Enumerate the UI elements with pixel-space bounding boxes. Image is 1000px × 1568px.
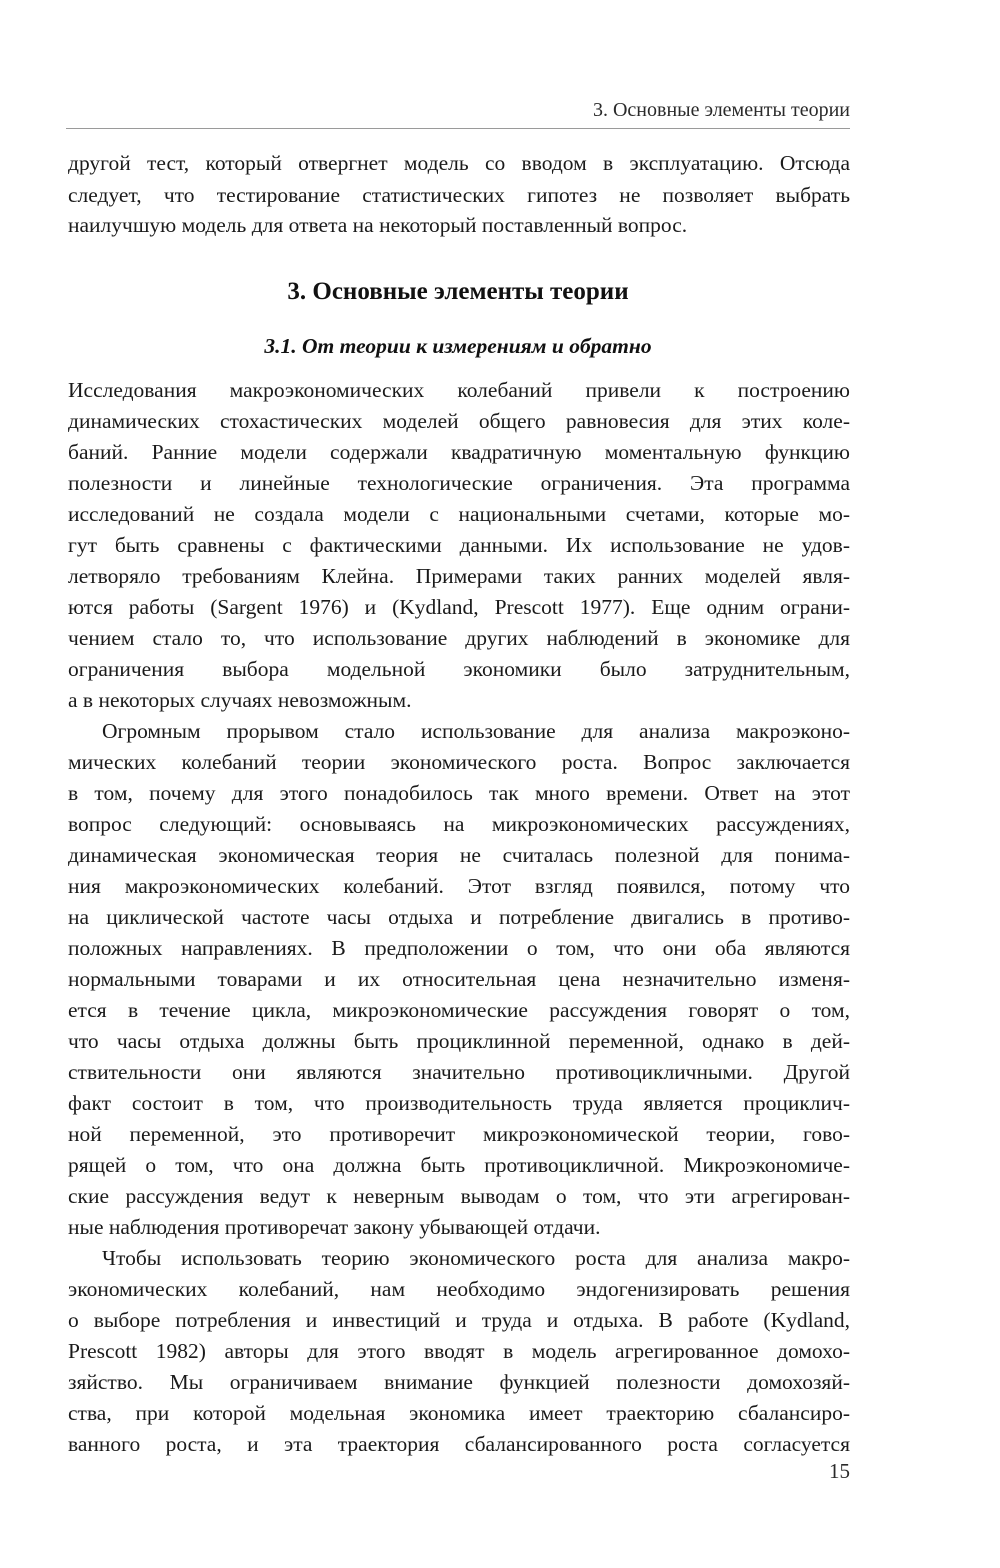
text-line: вопрос следующий: основываясь на микроэкономических рассуждениях, [68, 812, 850, 836]
section-title: 3. Основные элементы теории [287, 278, 629, 305]
text-line: нормальными товарами и их относительная цена незначительно изменя- [68, 967, 850, 991]
text-line: ванного роста, и эта траектория сбалансированного роста согласуется [68, 1432, 850, 1456]
text-line: другой тест, который отвергнет модель со вводом в эксплуатацию. Отсюда [68, 151, 850, 175]
text-line: факт состоит в том, что производительность труда является проциклич- [68, 1091, 850, 1115]
text-line: ограничения выбора модельной экономики было затруднительным, [68, 657, 850, 681]
text-line: чением стало то, что использование других наблюдений в экономике для [68, 626, 850, 650]
text-line: летворяло требованиям Клейна. Примерами таких ранних моделей явля- [68, 564, 850, 588]
text-line: мических колебаний теории экономического роста. Вопрос заключается [68, 750, 850, 774]
text-line: Исследования макроэкономических колебаний привели к построению [68, 378, 850, 402]
text-line: ния макроэкономических колебаний. Этот взгляд появился, потому что [68, 874, 850, 898]
text-line: ские рассуждения ведут к неверным выводам о том, что эти агрегирован- [68, 1184, 850, 1208]
text-line: полезности и линейные технологические ограничения. Эта программа [68, 471, 850, 495]
text-line: ствительности они являются значительно противоцикличными. Другой [68, 1060, 850, 1084]
page-number: 15 [829, 1459, 850, 1483]
text-line: Чтобы использовать теорию экономического роста для анализа макро- [102, 1246, 850, 1270]
text-line: зяйство. Мы ограничиваем внимание функцией полезности домохозяй- [68, 1370, 850, 1394]
header-rule [66, 128, 850, 129]
subsection-title: 3.1. От теории к измерениям и обратно [264, 334, 652, 358]
text-line: экономических колебаний, нам необходимо эндогенизировать решения [68, 1277, 850, 1301]
text-line: ются работы (Sargent 1976) и (Kydland, Prescott 1977). Еще одним ограни- [68, 595, 850, 619]
text-line: гут быть сравнены с фактическими данными. Их использование не удов- [68, 533, 850, 557]
text-line: в том, почему для этого понадобилось так много времени. Ответ на этот [68, 781, 850, 805]
text-line: Prescott 1982) авторы для этого вводят в модель агрегированное домохо- [68, 1339, 850, 1363]
text-line: баний. Ранние модели содержали квадратичную моментальную функцию [68, 440, 850, 464]
text-line: исследований не создала модели с национальными счетами, которые мо- [68, 502, 850, 526]
running-head: 3. Основные элементы теории [592, 99, 850, 121]
text-line: ные наблюдения противоречат закону убывающей отдачи. [68, 1215, 601, 1239]
text-line: рящей о том, что она должна быть противоцикличной. Микроэкономиче- [68, 1153, 850, 1177]
text-line: что часы отдыха должны быть проциклинной переменной, однако в дей- [68, 1029, 850, 1053]
text-line: ной переменной, это противоречит микроэкономической теории, гово- [68, 1122, 850, 1146]
text-line: наилучшую модель для ответа на некоторый поставленный вопрос. [68, 213, 688, 237]
text-line: ства, при которой модельная экономика имеет траекторию сбалансиро- [68, 1401, 850, 1425]
text-line: ется в течение цикла, микроэкономические рассуждения говорят о том, [68, 998, 850, 1022]
text-line: динамических стохастических моделей общего равновесия для этих коле- [68, 409, 850, 433]
text-line: а в некоторых случаях невозможным. [68, 688, 412, 712]
text-line: на циклической частоте часы отдыха и потребление двигались в противо- [68, 905, 850, 929]
text-line: Огромным прорывом стало использование для анализа макроэконо- [102, 719, 850, 743]
text-line: динамическая экономическая теория не считалась полезной для понима- [68, 843, 850, 867]
text-line: положных направлениях. В предположении о том, что они оба являются [68, 936, 850, 960]
text-line: следует, что тестирование статистических гипотез не позволяет выбрать [68, 183, 850, 207]
text-line: о выборе потребления и инвестиций и труда и отдыха. В работе (Kydland, [68, 1308, 850, 1332]
